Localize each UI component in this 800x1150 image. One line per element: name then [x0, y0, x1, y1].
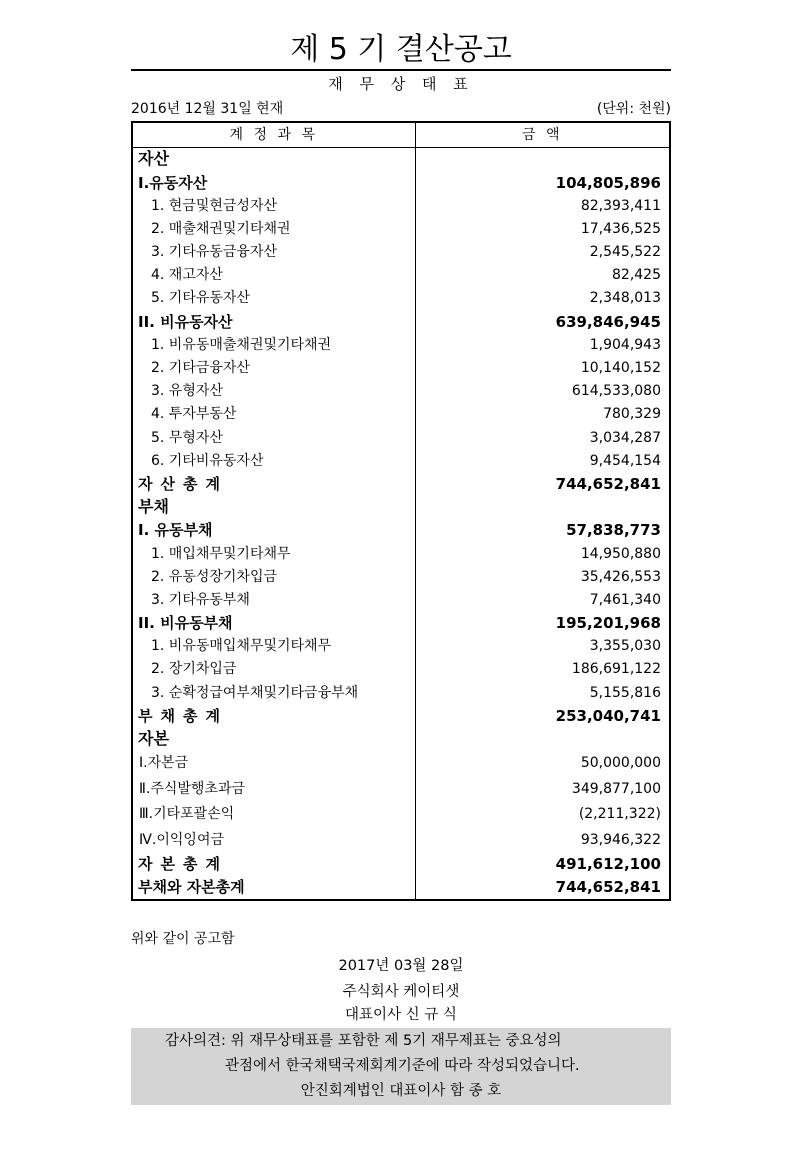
unit-label: (단위: 천원) [596, 101, 671, 117]
account-name: Ⅱ.주식발행초과금 [139, 780, 246, 797]
audit-opinion-line-2: 관점에서 한국채택국제회계기준에 따라 작성되었습니다. [225, 1058, 580, 1074]
notice-text: 위와 같이 공고함 [131, 931, 235, 947]
line-item-row [132, 449, 670, 472]
as-of-date: 2016년 12월 31일 현재 [131, 101, 284, 117]
account-amount: 82,425 [415, 264, 670, 287]
line-item-row [132, 334, 670, 357]
account-name: 부채총계 [138, 706, 228, 725]
line-item-row [132, 403, 670, 426]
page-title: 제 5 기 결산공고 [290, 32, 512, 67]
account-name: 3. 순확정급여부채및기타금융부채 [151, 684, 359, 701]
account-amount: 186,691,122 [415, 658, 670, 681]
account-name: 자산총계 [138, 474, 228, 493]
account-name: 4. 투자부동산 [151, 406, 237, 423]
line-item-row [132, 426, 670, 449]
account-name: 3. 기타유동금융자산 [151, 244, 277, 261]
account-amount: 780,329 [415, 403, 670, 426]
account-name: 자본총계 [138, 855, 228, 874]
category-heading-row [132, 496, 670, 519]
account-name: 1. 비유동매입채무및기타채무 [151, 638, 332, 655]
notice-date: 2017년 03월 28일 [338, 958, 464, 974]
account-amount [415, 148, 670, 172]
account-amount: 93,946,322 [415, 827, 670, 853]
line-item-row [132, 542, 670, 565]
line-item-row [132, 658, 670, 681]
account-name: 5. 무형자산 [151, 429, 223, 446]
account-amount: 195,201,968 [415, 612, 670, 635]
line-item-row [132, 681, 670, 704]
account-amount: 104,805,896 [415, 171, 670, 194]
section-row [132, 612, 670, 635]
account-name: Ⅰ.유동자산 [138, 173, 208, 192]
account-name: 6. 기타비유동자산 [151, 452, 264, 469]
section-row [132, 171, 670, 194]
account-amount: 14,950,880 [415, 542, 670, 565]
account-name: I. 유동부채 [138, 521, 213, 540]
total-row [132, 705, 670, 728]
audit-opinion-box [131, 1028, 671, 1105]
total-row [132, 473, 670, 496]
account-amount: 9,454,154 [415, 449, 670, 472]
account-amount: 3,034,287 [415, 426, 670, 449]
account-amount [415, 496, 670, 519]
auditor-name: 안진회계법인 대표이사 함 종 호 [300, 1083, 502, 1099]
line-item-row [132, 357, 670, 380]
account-name: 부채와 자본총계 [138, 878, 245, 897]
balance-sheet-table [131, 121, 671, 901]
account-amount: 57,838,773 [415, 519, 670, 542]
account-column-header: 계 정 과 목 [132, 122, 415, 148]
account-name: 자본 [138, 729, 169, 749]
account-amount: 7,461,340 [415, 589, 670, 612]
ceo-name: 대표이사 신 규 식 [345, 1007, 457, 1023]
line-item-row [132, 287, 670, 310]
company-name: 주식회사 케이티샛 [342, 984, 460, 1000]
line-item-row [132, 194, 670, 217]
section-row [132, 519, 670, 542]
equity-item-row [132, 751, 670, 777]
account-name: 3. 유형자산 [151, 383, 223, 400]
line-item-row [132, 635, 670, 658]
account-name: Ⅳ.이익잉여금 [139, 831, 224, 848]
account-name: 2. 매출채권및기타채권 [151, 220, 291, 237]
account-amount: 349,877,100 [415, 776, 670, 802]
account-amount: 2,545,522 [415, 241, 670, 264]
account-name: 2. 유동성장기차입금 [151, 568, 277, 585]
account-amount: 2,348,013 [415, 287, 670, 310]
account-name: Ⅲ.기타포괄손익 [139, 806, 235, 823]
account-amount: 50,000,000 [415, 751, 670, 777]
account-amount: 17,436,525 [415, 218, 670, 241]
total-row [132, 876, 670, 900]
table-body [132, 148, 670, 901]
table-header-row [132, 122, 670, 148]
account-amount [415, 728, 670, 751]
account-name: 자산 [138, 149, 169, 169]
account-amount: 82,393,411 [415, 194, 670, 217]
title-underline [131, 69, 671, 71]
account-amount: 10,140,152 [415, 357, 670, 380]
account-name: II. 비유동자산 [138, 312, 233, 331]
line-item-row [132, 380, 670, 403]
section-row [132, 310, 670, 333]
account-amount: (2,211,322) [415, 802, 670, 828]
account-name: 1. 현금및현금성자산 [151, 197, 277, 214]
account-name: 부채 [138, 497, 169, 517]
equity-item-row [132, 827, 670, 853]
line-item-row [132, 218, 670, 241]
account-amount: 744,652,841 [415, 473, 670, 496]
line-item-row [132, 264, 670, 287]
account-name: 2. 장기차입금 [151, 661, 237, 678]
total-row [132, 853, 670, 876]
line-item-row [132, 565, 670, 588]
account-amount: 491,612,100 [415, 853, 670, 876]
account-name: 4. 재고자산 [151, 267, 223, 284]
account-name: II. 비유동부채 [138, 614, 233, 633]
account-amount: 35,426,553 [415, 565, 670, 588]
line-item-row [132, 241, 670, 264]
equity-item-row [132, 776, 670, 802]
account-amount: 744,652,841 [415, 876, 670, 900]
amount-column-header: 금 액 [415, 122, 670, 148]
account-amount: 253,040,741 [415, 705, 670, 728]
account-amount: 614,533,080 [415, 380, 670, 403]
account-name: 5. 기타유동자산 [151, 290, 250, 307]
category-heading-row [132, 148, 670, 172]
line-item-row [132, 589, 670, 612]
account-name: 3. 기타유동부채 [151, 591, 250, 608]
account-amount: 639,846,945 [415, 310, 670, 333]
account-name: 1. 매입채무및기타채무 [151, 545, 291, 562]
account-amount: 3,355,030 [415, 635, 670, 658]
statement-subtitle: 재 무 상 태 표 [328, 75, 474, 93]
account-name: 2. 기타금융자산 [151, 360, 250, 377]
account-name: 1. 비유동매출채권및기타채권 [151, 336, 332, 353]
account-amount: 5,155,816 [415, 681, 670, 704]
category-heading-row [132, 728, 670, 751]
equity-item-row [132, 802, 670, 828]
audit-opinion-line-1: 감사의견: 위 재무상태표를 포함한 제 5기 재무제표는 중요성의 [165, 1033, 562, 1049]
account-amount: 1,904,943 [415, 334, 670, 357]
account-name: Ⅰ.자본금 [139, 755, 189, 772]
